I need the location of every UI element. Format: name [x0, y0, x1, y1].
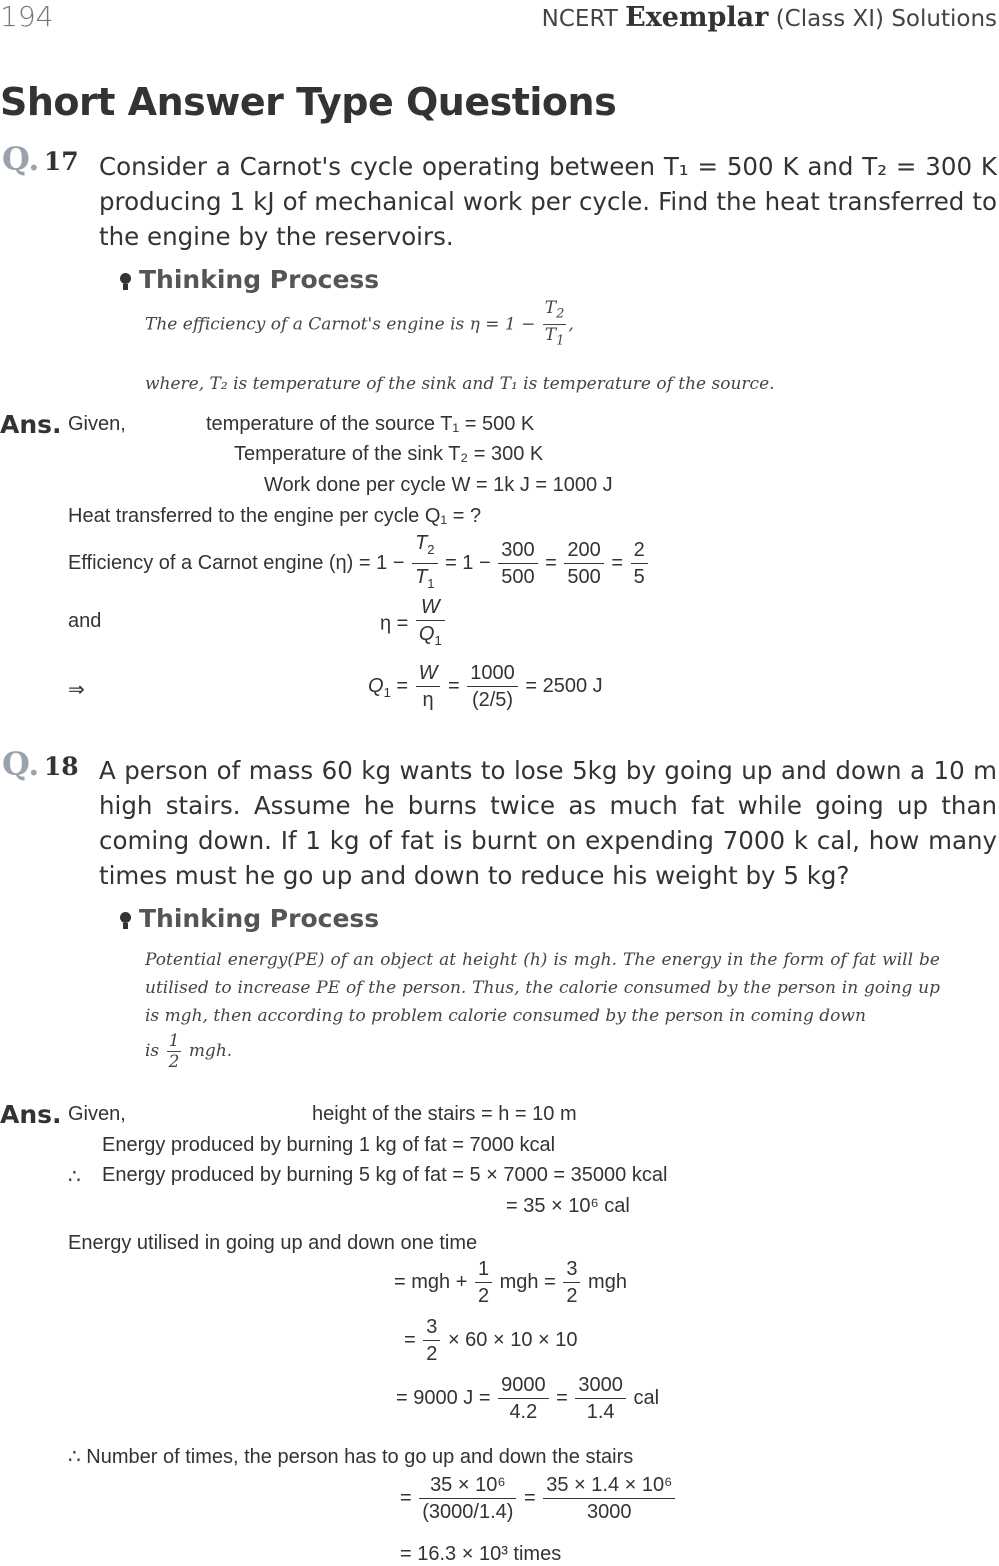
tp17-formula: The efficiency of a Carnot's engine is η = 1 − $\frac{T_2}{T_1}$ , — [145, 298, 574, 352]
page-number: 194 — [0, 0, 54, 33]
question-17-label — [2, 140, 79, 178]
a18-given: Given, — [68, 1103, 126, 1125]
frac-200-500 — [564, 537, 603, 590]
eff-label: Efficiency of a Carnot engine (η) = 1 − — [68, 551, 405, 574]
t2-over-t1: $\frac{T_2}{T_1}$ — [544, 298, 565, 349]
den-500: 500 — [501, 566, 535, 588]
tp-label: Thinking Process — [139, 265, 380, 294]
a17-result: $Q_1$ = $\frac{W}{\eta}$ = $\frac{1000}{(2/5)}$ = 2500 J — [368, 662, 603, 711]
tp-label-18: Thinking Process — [139, 904, 380, 933]
a18-therefore-1: ∴ — [68, 1166, 81, 1188]
frac-9000-42: $\frac{9000}{4.2}$ — [498, 1372, 549, 1425]
question-18-text: A person of mass 60 kg wants to lose 5kg by going up and down a 10 m high stairs. Assume he burns twice as much fat while going up than coming down. If 1 kg of fat is burnt on expending 7000 k cal, how many times must he go up and down to reduce his weight by 5 kg? — [99, 756, 997, 890]
thinking-process-heading-18 — [120, 904, 379, 933]
a18-line2: Energy produced by burning 1 kg of fat = 7000 kcal — [102, 1134, 556, 1156]
question-18-label — [2, 745, 79, 783]
l6b: mgh = — [499, 1270, 556, 1293]
book-title-bold: Exemplar — [625, 2, 769, 33]
a17-given: Given, — [68, 413, 126, 435]
lightbulb-icon — [120, 273, 131, 284]
w-over-q1: $\frac{W}{Q_1}$ — [416, 594, 445, 654]
a18-line1: height of the stairs = h = 10 m — [312, 1103, 577, 1125]
num-300: 300 — [498, 537, 537, 564]
book-title-suffix: (Class XI) Solutions — [775, 6, 997, 32]
frac-35-14: $\frac{\text{35 × 1.4 × 10⁶}}{3000}$ — [543, 1472, 675, 1525]
book-title — [542, 2, 997, 33]
a17-line4: Heat transferred to the engine per cycle Q₁ = ? — [68, 505, 482, 527]
a17-line1: temperature of the source T₁ = 500 K — [206, 413, 535, 435]
frac-3000-14: $\frac{3000}{1.4}$ — [575, 1372, 626, 1425]
l7b: × 60 × 10 × 10 — [447, 1328, 578, 1351]
a18-line4: = 35 × 10⁶ cal — [506, 1195, 630, 1217]
frac-35e6: $\frac{\text{35 × 10⁶}}{(3000/1.4)}$ — [419, 1472, 516, 1525]
den-5: 5 — [633, 566, 645, 588]
tp18-is: is — [145, 1041, 160, 1061]
frac-3-2b: $\frac{3}{2}$ — [423, 1314, 440, 1367]
tp18-mgh: mgh. — [188, 1041, 233, 1061]
num-1000: 1000 — [467, 660, 518, 687]
a18-line3: Energy produced by burning 5 kg of fat = 5 × 7000 = 35000 kcal — [102, 1164, 668, 1186]
q-mark: Q. — [2, 140, 40, 178]
a18-line10: = $\frac{\text{35 × 10⁶}}{(3000/1.4)}$ = $\frac{\text{35 × 1.4 × 10⁶}}{3000}$ — [400, 1472, 677, 1525]
a17-eta-eq: η = $\frac{W}{Q_1}$ — [380, 594, 447, 654]
num-200: 200 — [564, 537, 603, 564]
tp18-half-mgh — [145, 1031, 232, 1072]
answer-18-label: Ans. — [0, 1100, 62, 1129]
a17-line3: Work done per cycle W = 1k J = 1000 J — [264, 474, 613, 496]
question-number-18: 18 — [43, 752, 79, 781]
tp17-line2: where, T₂ is temperature of the sink and T₁ is temperature of the source. — [145, 374, 775, 394]
frac-1-2: $\frac{1}{2}$ — [168, 1031, 180, 1072]
l6a: = mgh + — [394, 1270, 468, 1293]
section-title: Short Answer Type Questions — [0, 80, 617, 124]
t2-over-t1-frac: $\frac{T_2}{T_1}$ — [412, 530, 437, 597]
a18-line11: = 16.3 × 10³ times — [400, 1543, 562, 1565]
thinking-process-heading — [120, 265, 379, 294]
a17-implies: ⇒ — [68, 679, 85, 701]
question-number: 17 — [43, 147, 79, 176]
book-title-prefix: NCERT — [541, 6, 618, 32]
a17-efficiency: Efficiency of a Carnot engine (η) = 1 − $\frac{T_2}{T_1}$ = 1 − $\frac{300}{500}$ = $\frac{200}{500}$ = $\frac{2}{5}$ — [68, 530, 650, 597]
lightbulb-icon-18 — [120, 912, 131, 923]
num-2: 2 — [631, 537, 648, 564]
a17-and: and — [68, 610, 102, 632]
den-2-5: (2/5) — [471, 689, 514, 711]
l8a: = 9000 J = — [396, 1386, 491, 1409]
den-500b: 500 — [567, 566, 601, 588]
cal-unit: cal — [633, 1386, 660, 1409]
a18-line7: = $\frac{3}{2}$ × 60 × 10 × 10 — [404, 1316, 578, 1365]
w-over-eta: $\frac{W}{\eta}$ — [416, 660, 441, 713]
l6c: mgh — [588, 1270, 627, 1293]
frac-1000-25 — [467, 660, 518, 713]
a18-line8: = 9000 J = $\frac{9000}{4.2}$ = $\frac{3000}{1.4}$ cal — [396, 1374, 660, 1423]
frac-1-2b: $\frac{1}{2}$ — [475, 1256, 492, 1309]
result-2500: = 2500 J — [525, 674, 603, 697]
tp18-text: Potential energy(PE) of an object at height (h) is mgh. The energy in the form of fat will be utilised to increase PE of the person. Thus, the calorie consumed by the person in going up is mgh, then according to problem calorie consumed by the person in coming down — [145, 950, 940, 1026]
frac-300-500 — [498, 537, 537, 590]
a18-line5: Energy utilised in going up and down one time — [68, 1232, 478, 1254]
frac-2-5 — [631, 537, 648, 590]
frac-3-2: $\frac{3}{2}$ — [563, 1256, 580, 1309]
answer-17-label: Ans. — [0, 410, 62, 439]
q-mark-18: Q. — [2, 745, 40, 783]
a18-line9: ∴ Number of times, the person has to go up and down the stairs — [68, 1446, 634, 1468]
a17-line2: Temperature of the sink T₂ = 300 K — [234, 443, 544, 465]
question-17-text: Consider a Carnot's cycle operating between T₁ = 500 K and T₂ = 300 K producing 1 kJ of mechanical work per cycle. Find the heat transferred to the engine by the reservoirs. — [99, 152, 997, 251]
tp17-line1: The efficiency of a Carnot's engine is η = 1 − — [145, 314, 536, 335]
a18-line6 — [394, 1256, 627, 1309]
